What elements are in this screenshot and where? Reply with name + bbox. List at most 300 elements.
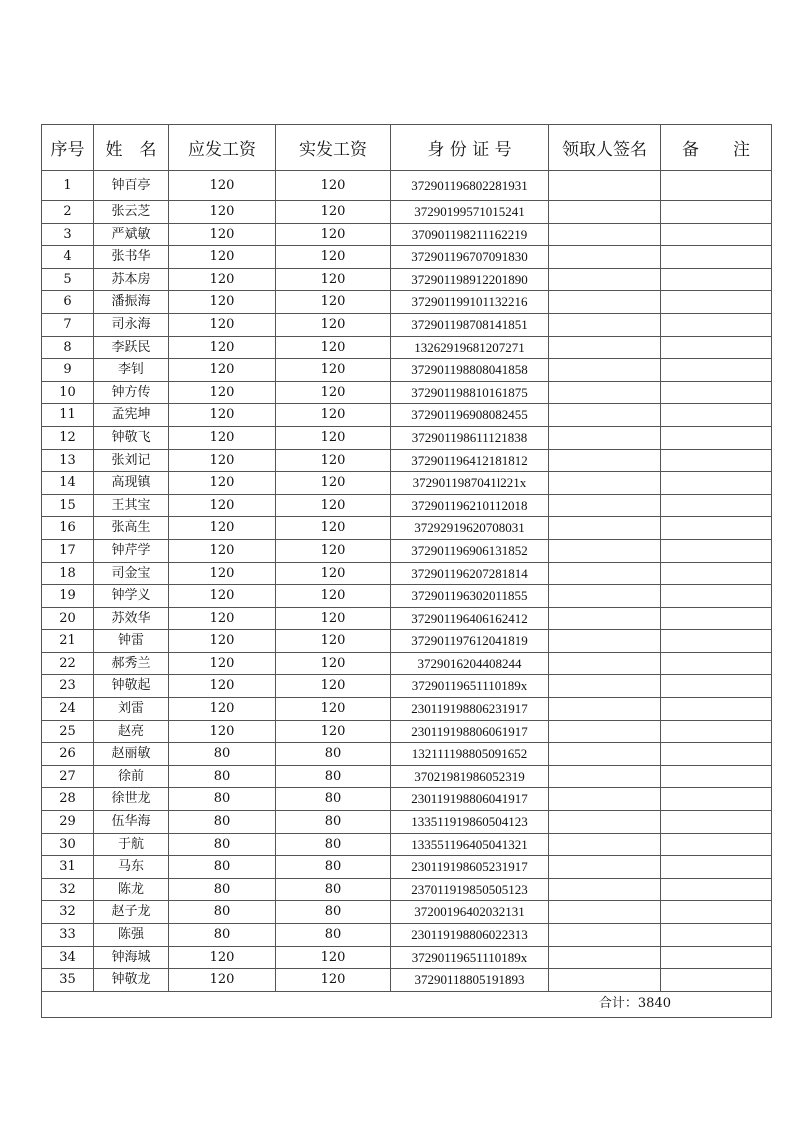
cell-id-number: 372901196906131852 xyxy=(391,539,549,562)
cell-signature[interactable] xyxy=(549,630,661,653)
cell-signature[interactable] xyxy=(549,652,661,675)
cell-number: 22 xyxy=(42,652,94,675)
table-row xyxy=(42,171,772,201)
cell-number: 12 xyxy=(42,426,94,449)
cell-signature[interactable] xyxy=(549,969,661,992)
table-row xyxy=(42,878,772,901)
table-row xyxy=(42,381,772,404)
cell-number: 23 xyxy=(42,675,94,698)
cell-id-number: 372901196406162412 xyxy=(391,607,549,630)
cell-remarks[interactable] xyxy=(661,223,772,246)
cell-number: 30 xyxy=(42,833,94,856)
cell-signature[interactable] xyxy=(549,924,661,947)
cell-id-number: 37290199571015241 xyxy=(391,201,549,224)
cell-due-wage: 120 xyxy=(169,246,276,269)
cell-due-wage: 120 xyxy=(169,517,276,540)
cell-number: 21 xyxy=(42,630,94,653)
cell-number: 7 xyxy=(42,313,94,336)
table-row xyxy=(42,539,772,562)
cell-paid-wage: 120 xyxy=(276,246,391,269)
table-body xyxy=(42,171,772,992)
cell-number: 15 xyxy=(42,494,94,517)
cell-remarks[interactable] xyxy=(661,313,772,336)
table-row xyxy=(42,743,772,766)
cell-paid-wage: 120 xyxy=(276,494,391,517)
cell-paid-wage: 120 xyxy=(276,472,391,495)
cell-id-number: 372901196207281814 xyxy=(391,562,549,585)
cell-paid-wage: 80 xyxy=(276,924,391,947)
cell-signature[interactable] xyxy=(549,336,661,359)
cell-remarks[interactable] xyxy=(661,969,772,992)
payroll-table xyxy=(41,124,772,1018)
cell-number: 18 xyxy=(42,562,94,585)
cell-name: 钟敬起 xyxy=(94,675,169,698)
cell-paid-wage: 120 xyxy=(276,171,391,201)
cell-paid-wage: 120 xyxy=(276,223,391,246)
cell-signature[interactable] xyxy=(549,517,661,540)
cell-remarks[interactable] xyxy=(661,811,772,834)
cell-signature[interactable] xyxy=(549,359,661,382)
cell-remarks[interactable] xyxy=(661,494,772,517)
cell-due-wage: 80 xyxy=(169,833,276,856)
cell-due-wage: 120 xyxy=(169,336,276,359)
cell-name: 陈龙 xyxy=(94,878,169,901)
cell-name: 钟海城 xyxy=(94,946,169,969)
header-row xyxy=(42,125,772,171)
cell-number: 2 xyxy=(42,201,94,224)
cell-name: 严斌敏 xyxy=(94,223,169,246)
cell-name: 陈强 xyxy=(94,924,169,947)
cell-number: 4 xyxy=(42,246,94,269)
cell-due-wage: 80 xyxy=(169,765,276,788)
cell-id-number: 13262919681207271 xyxy=(391,336,549,359)
cell-paid-wage: 80 xyxy=(276,878,391,901)
cell-due-wage: 120 xyxy=(169,291,276,314)
cell-signature[interactable] xyxy=(549,472,661,495)
table-row xyxy=(42,494,772,517)
cell-due-wage: 120 xyxy=(169,652,276,675)
cell-name: 赵子龙 xyxy=(94,901,169,924)
cell-paid-wage: 120 xyxy=(276,539,391,562)
cell-id-number: 3729011987041l221x xyxy=(391,472,549,495)
cell-name: 马东 xyxy=(94,856,169,879)
cell-paid-wage: 80 xyxy=(276,833,391,856)
cell-name: 李钊 xyxy=(94,359,169,382)
cell-id-number: 37290119651110189x xyxy=(391,675,549,698)
cell-due-wage: 120 xyxy=(169,539,276,562)
cell-number: 28 xyxy=(42,788,94,811)
cell-signature[interactable] xyxy=(549,765,661,788)
cell-id-number: 230119198806231917 xyxy=(391,698,549,721)
cell-paid-wage: 120 xyxy=(276,698,391,721)
cell-name: 钟方传 xyxy=(94,381,169,404)
cell-due-wage: 80 xyxy=(169,743,276,766)
table-row xyxy=(42,313,772,336)
cell-remarks[interactable] xyxy=(661,517,772,540)
cell-remarks[interactable] xyxy=(661,291,772,314)
cell-due-wage: 120 xyxy=(169,607,276,630)
cell-due-wage: 120 xyxy=(169,969,276,992)
cell-signature[interactable] xyxy=(549,171,661,201)
cell-paid-wage: 120 xyxy=(276,946,391,969)
cell-due-wage: 120 xyxy=(169,313,276,336)
cell-paid-wage: 120 xyxy=(276,426,391,449)
cell-name: 潘振海 xyxy=(94,291,169,314)
cell-id-number: 372901196908082455 xyxy=(391,404,549,427)
cell-id-number: 133511919860504123 xyxy=(391,811,549,834)
cell-name: 徐前 xyxy=(94,765,169,788)
cell-number: 24 xyxy=(42,698,94,721)
cell-signature[interactable] xyxy=(549,539,661,562)
cell-paid-wage: 120 xyxy=(276,630,391,653)
cell-signature[interactable] xyxy=(549,946,661,969)
cell-id-number: 237011919850505123 xyxy=(391,878,549,901)
cell-name: 苏效华 xyxy=(94,607,169,630)
table-row xyxy=(42,969,772,992)
cell-due-wage: 120 xyxy=(169,675,276,698)
cell-signature[interactable] xyxy=(549,404,661,427)
cell-paid-wage: 120 xyxy=(276,336,391,359)
cell-due-wage: 120 xyxy=(169,946,276,969)
cell-remarks[interactable] xyxy=(661,359,772,382)
cell-due-wage: 120 xyxy=(169,268,276,291)
cell-id-number: 230119198605231917 xyxy=(391,856,549,879)
cell-paid-wage: 120 xyxy=(276,517,391,540)
table-row xyxy=(42,901,772,924)
cell-name: 钟雷 xyxy=(94,630,169,653)
cell-due-wage: 80 xyxy=(169,878,276,901)
cell-due-wage: 120 xyxy=(169,171,276,201)
header-paid-wage: 实发工资 xyxy=(276,125,391,171)
cell-id-number: 37292919620708031 xyxy=(391,517,549,540)
cell-name: 张刘记 xyxy=(94,449,169,472)
cell-signature[interactable] xyxy=(549,698,661,721)
table-row xyxy=(42,562,772,585)
cell-paid-wage: 120 xyxy=(276,652,391,675)
cell-signature[interactable] xyxy=(549,201,661,224)
header-id-number: 身 份 证 号 xyxy=(391,125,549,171)
cell-paid-wage: 120 xyxy=(276,585,391,608)
cell-due-wage: 120 xyxy=(169,562,276,585)
cell-due-wage: 120 xyxy=(169,494,276,517)
cell-due-wage: 120 xyxy=(169,381,276,404)
cell-name: 司金宝 xyxy=(94,562,169,585)
cell-remarks[interactable] xyxy=(661,720,772,743)
header-due-wage: 应发工资 xyxy=(169,125,276,171)
cell-number: 34 xyxy=(42,946,94,969)
cell-number: 1 xyxy=(42,171,94,201)
cell-name: 郝秀兰 xyxy=(94,652,169,675)
cell-signature[interactable] xyxy=(549,878,661,901)
cell-due-wage: 120 xyxy=(169,720,276,743)
cell-due-wage: 120 xyxy=(169,201,276,224)
cell-name: 钟学义 xyxy=(94,585,169,608)
total-row xyxy=(42,991,772,1017)
cell-number: 9 xyxy=(42,359,94,382)
cell-signature[interactable] xyxy=(549,901,661,924)
cell-name: 苏本房 xyxy=(94,268,169,291)
cell-due-wage: 120 xyxy=(169,359,276,382)
cell-id-number: 133551196405041321 xyxy=(391,833,549,856)
cell-id-number: 372901196707091830 xyxy=(391,246,549,269)
cell-paid-wage: 80 xyxy=(276,901,391,924)
cell-id-number: 372901196412181812 xyxy=(391,449,549,472)
table-row xyxy=(42,946,772,969)
cell-paid-wage: 120 xyxy=(276,675,391,698)
cell-remarks[interactable] xyxy=(661,833,772,856)
cell-number: 26 xyxy=(42,743,94,766)
cell-remarks[interactable] xyxy=(661,171,772,201)
cell-signature[interactable] xyxy=(549,675,661,698)
cell-name: 张书华 xyxy=(94,246,169,269)
cell-id-number: 372901198611121838 xyxy=(391,426,549,449)
cell-paid-wage: 120 xyxy=(276,201,391,224)
cell-due-wage: 80 xyxy=(169,811,276,834)
cell-number: 5 xyxy=(42,268,94,291)
cell-remarks[interactable] xyxy=(661,856,772,879)
cell-remarks[interactable] xyxy=(661,449,772,472)
table-row xyxy=(42,675,772,698)
cell-remarks[interactable] xyxy=(661,901,772,924)
cell-id-number: 37200196402032131 xyxy=(391,901,549,924)
cell-remarks[interactable] xyxy=(661,268,772,291)
cell-name: 张高生 xyxy=(94,517,169,540)
cell-remarks[interactable] xyxy=(661,630,772,653)
cell-due-wage: 120 xyxy=(169,585,276,608)
table-row xyxy=(42,856,772,879)
cell-id-number: 230119198806061917 xyxy=(391,720,549,743)
cell-number: 35 xyxy=(42,969,94,992)
cell-number: 6 xyxy=(42,291,94,314)
cell-remarks[interactable] xyxy=(661,698,772,721)
cell-id-number: 372901198810161875 xyxy=(391,381,549,404)
cell-remarks[interactable] xyxy=(661,562,772,585)
cell-signature[interactable] xyxy=(549,585,661,608)
cell-id-number: 132111198805091652 xyxy=(391,743,549,766)
cell-name: 于航 xyxy=(94,833,169,856)
cell-name: 徐世龙 xyxy=(94,788,169,811)
table-row xyxy=(42,359,772,382)
cell-signature[interactable] xyxy=(549,313,661,336)
cell-due-wage: 120 xyxy=(169,698,276,721)
cell-id-number: 372901198808041858 xyxy=(391,359,549,382)
cell-number: 10 xyxy=(42,381,94,404)
cell-remarks[interactable] xyxy=(661,336,772,359)
cell-due-wage: 120 xyxy=(169,630,276,653)
cell-id-number: 37021981986052319 xyxy=(391,765,549,788)
cell-signature[interactable] xyxy=(549,268,661,291)
cell-id-number: 372901198912201890 xyxy=(391,268,549,291)
cell-due-wage: 80 xyxy=(169,924,276,947)
cell-remarks[interactable] xyxy=(661,426,772,449)
table-row xyxy=(42,449,772,472)
cell-number: 3 xyxy=(42,223,94,246)
cell-remarks[interactable] xyxy=(661,607,772,630)
cell-signature[interactable] xyxy=(549,562,661,585)
table-row xyxy=(42,201,772,224)
cell-remarks[interactable] xyxy=(661,652,772,675)
cell-paid-wage: 120 xyxy=(276,268,391,291)
table-row xyxy=(42,698,772,721)
cell-paid-wage: 80 xyxy=(276,765,391,788)
cell-signature[interactable] xyxy=(549,291,661,314)
header-name: 姓 名 xyxy=(94,125,169,171)
cell-number: 33 xyxy=(42,924,94,947)
table-row xyxy=(42,811,772,834)
cell-remarks[interactable] xyxy=(661,743,772,766)
table-row xyxy=(42,585,772,608)
cell-remarks[interactable] xyxy=(661,675,772,698)
cell-number: 19 xyxy=(42,585,94,608)
cell-id-number: 372901198708141851 xyxy=(391,313,549,336)
table-row xyxy=(42,246,772,269)
cell-paid-wage: 120 xyxy=(276,720,391,743)
table-row xyxy=(42,788,772,811)
cell-name: 赵亮 xyxy=(94,720,169,743)
cell-name: 张云芝 xyxy=(94,201,169,224)
cell-name: 王其宝 xyxy=(94,494,169,517)
table-row xyxy=(42,924,772,947)
table-row xyxy=(42,472,772,495)
cell-remarks[interactable] xyxy=(661,878,772,901)
header-remarks: 备 注 xyxy=(661,125,772,171)
cell-name: 刘雷 xyxy=(94,698,169,721)
cell-remarks[interactable] xyxy=(661,404,772,427)
table-row xyxy=(42,336,772,359)
cell-remarks[interactable] xyxy=(661,381,772,404)
cell-due-wage: 80 xyxy=(169,901,276,924)
cell-signature[interactable] xyxy=(549,607,661,630)
cell-number: 32 xyxy=(42,901,94,924)
cell-due-wage: 120 xyxy=(169,472,276,495)
cell-number: 13 xyxy=(42,449,94,472)
table-row xyxy=(42,607,772,630)
cell-number: 20 xyxy=(42,607,94,630)
cell-name: 司永海 xyxy=(94,313,169,336)
table-row xyxy=(42,291,772,314)
cell-paid-wage: 80 xyxy=(276,856,391,879)
table-row xyxy=(42,268,772,291)
cell-remarks[interactable] xyxy=(661,539,772,562)
cell-paid-wage: 80 xyxy=(276,811,391,834)
cell-id-number: 3729016204408244 xyxy=(391,652,549,675)
total-amount: 合计：3840 xyxy=(42,991,772,1017)
cell-name: 钟百亭 xyxy=(94,171,169,201)
cell-number: 17 xyxy=(42,539,94,562)
cell-signature[interactable] xyxy=(549,811,661,834)
cell-id-number: 372901197612041819 xyxy=(391,630,549,653)
cell-signature[interactable] xyxy=(549,856,661,879)
cell-id-number: 230119198806041917 xyxy=(391,788,549,811)
cell-id-number: 372901196302011855 xyxy=(391,585,549,608)
cell-paid-wage: 120 xyxy=(276,449,391,472)
table-row xyxy=(42,765,772,788)
cell-number: 32 xyxy=(42,878,94,901)
cell-signature[interactable] xyxy=(549,449,661,472)
cell-name: 高现镇 xyxy=(94,472,169,495)
cell-name: 钟敬龙 xyxy=(94,969,169,992)
cell-signature[interactable] xyxy=(549,788,661,811)
cell-name: 钟芹学 xyxy=(94,539,169,562)
cell-id-number: 37290118805191893 xyxy=(391,969,549,992)
cell-paid-wage: 80 xyxy=(276,743,391,766)
cell-due-wage: 120 xyxy=(169,426,276,449)
cell-paid-wage: 80 xyxy=(276,788,391,811)
table-row xyxy=(42,833,772,856)
cell-number: 25 xyxy=(42,720,94,743)
cell-due-wage: 120 xyxy=(169,404,276,427)
cell-paid-wage: 120 xyxy=(276,607,391,630)
cell-number: 14 xyxy=(42,472,94,495)
cell-signature[interactable] xyxy=(549,720,661,743)
cell-number: 27 xyxy=(42,765,94,788)
table-row xyxy=(42,720,772,743)
cell-paid-wage: 120 xyxy=(276,562,391,585)
cell-signature[interactable] xyxy=(549,223,661,246)
cell-name: 钟敬飞 xyxy=(94,426,169,449)
cell-remarks[interactable] xyxy=(661,946,772,969)
cell-id-number: 372901199101132216 xyxy=(391,291,549,314)
table-row xyxy=(42,404,772,427)
cell-remarks[interactable] xyxy=(661,246,772,269)
cell-id-number: 37290119651110189x xyxy=(391,946,549,969)
cell-signature[interactable] xyxy=(549,494,661,517)
table-row xyxy=(42,426,772,449)
cell-id-number: 372901196802281931 xyxy=(391,171,549,201)
cell-signature[interactable] xyxy=(549,381,661,404)
cell-remarks[interactable] xyxy=(661,585,772,608)
cell-signature[interactable] xyxy=(549,743,661,766)
cell-paid-wage: 120 xyxy=(276,969,391,992)
table-row xyxy=(42,652,772,675)
header-signature: 领取人签名 xyxy=(549,125,661,171)
cell-number: 31 xyxy=(42,856,94,879)
cell-signature[interactable] xyxy=(549,426,661,449)
cell-remarks[interactable] xyxy=(661,788,772,811)
cell-remarks[interactable] xyxy=(661,765,772,788)
cell-due-wage: 120 xyxy=(169,449,276,472)
cell-id-number: 370901198211162219 xyxy=(391,223,549,246)
table-row xyxy=(42,223,772,246)
cell-signature[interactable] xyxy=(549,833,661,856)
table-row xyxy=(42,517,772,540)
cell-name: 孟宪坤 xyxy=(94,404,169,427)
header-number: 序号 xyxy=(42,125,94,171)
cell-due-wage: 80 xyxy=(169,788,276,811)
cell-due-wage: 80 xyxy=(169,856,276,879)
cell-signature[interactable] xyxy=(549,246,661,269)
cell-paid-wage: 120 xyxy=(276,381,391,404)
cell-remarks[interactable] xyxy=(661,201,772,224)
cell-remarks[interactable] xyxy=(661,472,772,495)
cell-number: 11 xyxy=(42,404,94,427)
cell-paid-wage: 120 xyxy=(276,291,391,314)
table-row xyxy=(42,630,772,653)
cell-paid-wage: 120 xyxy=(276,359,391,382)
cell-name: 李跃民 xyxy=(94,336,169,359)
cell-paid-wage: 120 xyxy=(276,313,391,336)
cell-paid-wage: 120 xyxy=(276,404,391,427)
cell-id-number: 230119198806022313 xyxy=(391,924,549,947)
cell-number: 16 xyxy=(42,517,94,540)
cell-id-number: 372901196210112018 xyxy=(391,494,549,517)
cell-name: 赵丽敏 xyxy=(94,743,169,766)
cell-remarks[interactable] xyxy=(661,924,772,947)
cell-number: 29 xyxy=(42,811,94,834)
cell-number: 8 xyxy=(42,336,94,359)
cell-due-wage: 120 xyxy=(169,223,276,246)
cell-name: 伍华海 xyxy=(94,811,169,834)
